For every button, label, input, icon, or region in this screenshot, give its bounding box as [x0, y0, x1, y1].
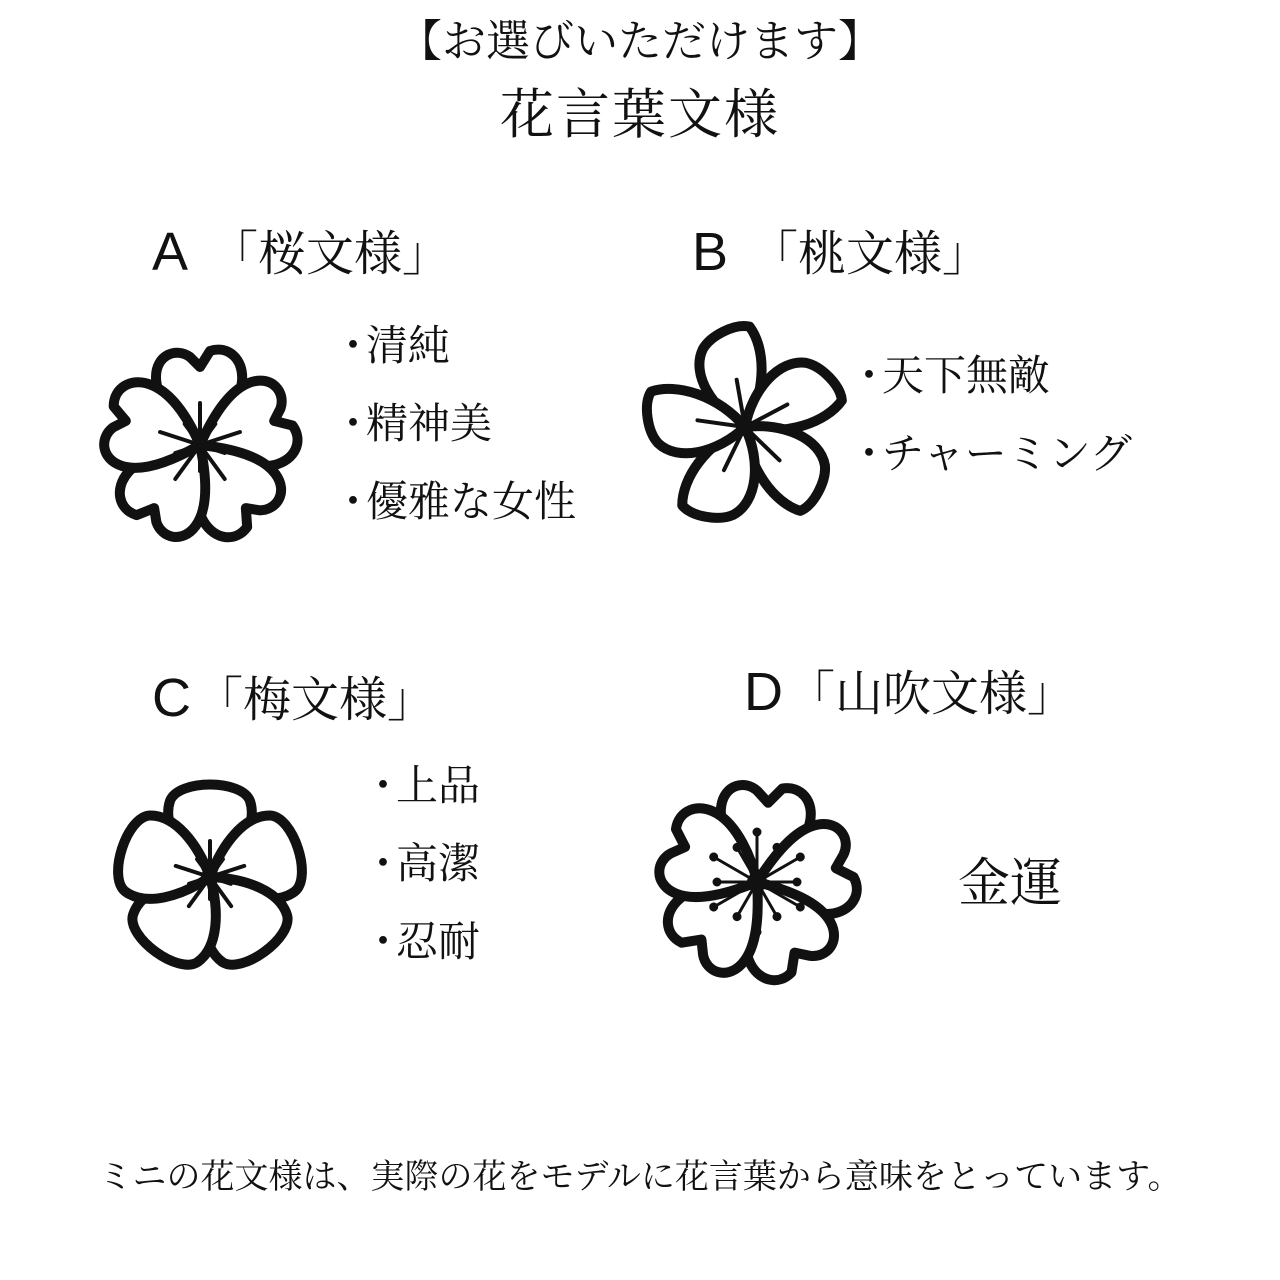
peach-flower-icon — [640, 322, 850, 532]
section-c-meaning-1: ・上品 — [362, 761, 481, 810]
section-a-letter: A — [152, 222, 189, 282]
section-c-letter: C — [152, 668, 191, 728]
section-c-name: 「梅文様」 — [195, 672, 436, 728]
subtitle: 【お選びいただけます】 — [398, 16, 882, 67]
sakura-center — [192, 437, 208, 453]
section-a-meaning-3: ・優雅な女性 — [332, 477, 577, 526]
bullet: ・ — [848, 429, 891, 478]
section-a-name: 「桜文様」 — [210, 226, 451, 282]
section-a-meaning-2: ・精神美 — [332, 399, 493, 448]
section-d-letter: D — [744, 662, 783, 722]
peach-center — [736, 418, 754, 436]
section-b-meaning-2: ・チャーミング — [848, 429, 1132, 478]
bullet: ・ — [332, 477, 375, 526]
page-title: 花言葉文様 — [500, 83, 780, 146]
section-b-title — [692, 222, 990, 284]
section-a-title — [152, 222, 450, 284]
section-b-meaning-1: ・天下無敵 — [848, 351, 1051, 400]
yamabuki-center — [747, 872, 767, 892]
section-b-letter: B — [692, 222, 729, 282]
section-a-meaning-1: ・清純 — [332, 321, 451, 370]
yamabuki-anther — [713, 878, 722, 887]
section-c-meaning-3: ・忍耐 — [362, 917, 481, 966]
bullet: ・ — [362, 917, 405, 966]
section-d-meaning-1: 金運 — [958, 854, 1063, 914]
section-c-meaning-2: ・高潔 — [362, 839, 481, 888]
bullet: ・ — [848, 351, 891, 400]
yamabuki-flower-icon — [650, 775, 865, 990]
plum-center — [201, 868, 219, 886]
footer-note: ミニの花文様は、実際の花をモデルに花言葉から意味をとっています。 — [98, 1157, 1182, 1197]
section-d-title — [744, 662, 1075, 724]
sakura-flower-icon — [100, 345, 300, 550]
yamabuki-anther — [753, 828, 762, 837]
section-c-title — [152, 668, 435, 730]
section-b-name: 「桃文様」 — [750, 226, 991, 282]
plum-flower-icon — [100, 772, 320, 982]
yamabuki-anther — [793, 878, 802, 887]
bullet: ・ — [332, 399, 375, 448]
section-d-name: 「山吹文様」 — [787, 666, 1076, 722]
bullet: ・ — [362, 839, 405, 888]
bullet: ・ — [362, 761, 405, 810]
yamabuki-anther — [753, 928, 762, 937]
bullet: ・ — [332, 321, 375, 370]
